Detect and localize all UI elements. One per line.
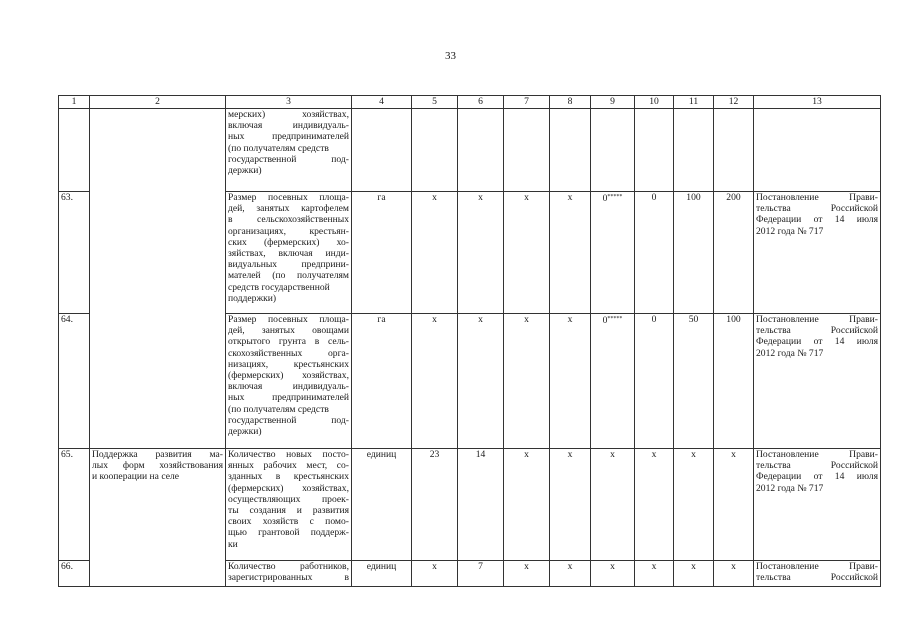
measure-line: средств государственной <box>228 281 330 293</box>
row-number: 63. <box>59 192 90 314</box>
cell-col7: x <box>504 561 550 587</box>
cell-col7: x <box>504 192 550 314</box>
cell-col10: 0 <box>635 192 674 314</box>
row-number: 65. <box>59 449 90 561</box>
cell-empty <box>754 109 881 192</box>
cell-task <box>90 449 226 587</box>
measure-line: ных предпринимателей <box>228 392 349 404</box>
cell-col12: x <box>714 449 754 561</box>
page-number: 33 <box>445 50 456 62</box>
header-col-8: 8 <box>550 96 591 109</box>
cell-col10: 0 <box>635 314 674 449</box>
cell-measure <box>226 192 352 314</box>
measure-line: ных предпринимателей <box>228 131 349 143</box>
measure-line: своих хозяйств с помо- <box>228 516 349 528</box>
cell-col8: x <box>550 561 591 587</box>
measure-line: ты создания и развития <box>228 505 349 517</box>
measure-line: держки) <box>228 426 262 438</box>
header-col-10: 10 <box>635 96 674 109</box>
measure-line: дей, занятых овощами <box>228 325 349 337</box>
measure-line: ских (фермерских) хо- <box>228 236 349 248</box>
measure-line: щью грантовой поддерж- <box>228 527 349 539</box>
measure-line: низациях, крестьянских <box>228 358 349 370</box>
cell-empty <box>714 109 754 192</box>
cell-col6: 14 <box>458 449 504 561</box>
header-col-9: 9 <box>591 96 635 109</box>
cell-col6: 7 <box>458 561 504 587</box>
cell-empty <box>412 109 458 192</box>
basis-line: 2012 года № 717 <box>756 482 824 494</box>
header-col-3: 3 <box>226 96 352 109</box>
cell-col9: x <box>591 449 635 561</box>
cell-col8: x <box>550 449 591 561</box>
cell-col7: x <box>504 314 550 449</box>
header-col-1: 1 <box>59 96 90 109</box>
cell-col11: x <box>674 561 714 587</box>
cell-col5: 23 <box>412 449 458 561</box>
cell-col9 <box>591 314 635 449</box>
measure-line: открытого грунта в сель- <box>228 336 349 348</box>
measure-line: Количество работников, <box>228 561 349 572</box>
measure-line: (по получателям средств <box>228 403 329 415</box>
basis-line: Федерации от 14 июля <box>756 214 878 226</box>
header-col-11: 11 <box>674 96 714 109</box>
table-row <box>59 449 881 561</box>
task-line: и кооперации на селе <box>92 471 180 483</box>
header-col-4: 4 <box>352 96 412 109</box>
cell-empty <box>550 109 591 192</box>
cell-col5: x <box>412 561 458 587</box>
measure-line: (фермерских) хозяйствах, <box>228 482 349 494</box>
measure-line: в сельскохозяйственных <box>228 214 349 226</box>
cell-basis <box>754 314 881 449</box>
indicators-table <box>58 95 881 587</box>
header-col-6: 6 <box>458 96 504 109</box>
footnote-mark: ***** <box>607 194 623 200</box>
cell-col10: x <box>635 561 674 587</box>
measure-line: государственной под- <box>228 414 349 426</box>
cell-col10: x <box>635 449 674 561</box>
measure-line: дей, занятых картофелем <box>228 203 349 215</box>
basis-line: тельства Российской <box>756 460 878 472</box>
cell-basis <box>754 192 881 314</box>
measure-line: зданных в крестьянских <box>228 471 349 483</box>
measure-line: Размер посевных площа- <box>228 192 349 203</box>
cell-col7: x <box>504 449 550 561</box>
cell-col9-value: 0 <box>602 315 608 326</box>
header-col-2: 2 <box>90 96 226 109</box>
measure-line: поддержки) <box>228 292 277 304</box>
basis-line: Федерации от 14 июля <box>756 336 878 348</box>
cell-col12: 200 <box>714 192 754 314</box>
row-number: 66. <box>59 561 90 587</box>
measure-line: ки <box>228 538 238 550</box>
cell-col6: x <box>458 314 504 449</box>
basis-line: 2012 года № 717 <box>756 225 824 237</box>
measure-line: (по получателям средств <box>228 142 329 154</box>
measure-line: осуществляющих проек- <box>228 493 349 505</box>
measure-line: государственной под- <box>228 153 349 165</box>
cell-col12: 100 <box>714 314 754 449</box>
cell-basis <box>754 449 881 561</box>
basis-line: тельства Российской <box>756 325 878 337</box>
cell-task <box>90 109 226 449</box>
header-row <box>59 96 881 109</box>
measure-line: янных рабочих мест, со- <box>228 460 349 472</box>
cell-col11: 50 <box>674 314 714 449</box>
cell-empty <box>674 109 714 192</box>
cell-col5: x <box>412 192 458 314</box>
measure-line: включая индивидуаль- <box>228 120 349 132</box>
measure-line: зарегистрированных в <box>228 572 349 584</box>
basis-line: тельства Российской <box>756 572 878 584</box>
header-col-12: 12 <box>714 96 754 109</box>
measure-line: зяйствах, включая инди- <box>228 248 349 260</box>
cell-col5: x <box>412 314 458 449</box>
measure-line: скохозяйственных орга- <box>228 347 349 359</box>
table-row-continuation <box>59 109 881 192</box>
measure-line: включая индивидуаль- <box>228 381 349 393</box>
cell-unit: единиц <box>352 449 412 561</box>
cell-col11: x <box>674 449 714 561</box>
basis-line: Постановление Прави- <box>756 449 878 460</box>
task-line: Поддержка развития ма- <box>92 449 223 460</box>
cell-col9 <box>591 192 635 314</box>
cell-unit: единиц <box>352 561 412 587</box>
basis-line: Федерации от 14 июля <box>756 471 878 483</box>
measure-line: Размер посевных площа- <box>228 314 349 325</box>
cell-col11: 100 <box>674 192 714 314</box>
basis-line: Постановление Прави- <box>756 314 878 325</box>
header-col-5: 5 <box>412 96 458 109</box>
measure-line: мателей (по получателям <box>228 270 349 282</box>
measure-line: организациях, крестьян- <box>228 225 349 237</box>
cell-col8: x <box>550 192 591 314</box>
cell-empty <box>635 109 674 192</box>
cell-num <box>59 109 90 192</box>
basis-line: тельства Российской <box>756 203 878 215</box>
cell-measure <box>226 314 352 449</box>
header-col-7: 7 <box>504 96 550 109</box>
measure-line: держки) <box>228 165 262 177</box>
measure-line: Количество новых посто- <box>228 449 349 460</box>
cell-col12: x <box>714 561 754 587</box>
cell-measure <box>226 109 352 192</box>
cell-measure <box>226 561 352 587</box>
cell-measure <box>226 449 352 561</box>
row-number: 64. <box>59 314 90 449</box>
cell-unit: га <box>352 192 412 314</box>
cell-unit: га <box>352 314 412 449</box>
task-line: лых форм хозяйствования <box>92 460 223 472</box>
measure-line: видуальных предприни- <box>228 259 349 271</box>
cell-empty <box>458 109 504 192</box>
basis-line: Постановление Прави- <box>756 192 878 203</box>
basis-line: 2012 года № 717 <box>756 347 824 359</box>
header-col-13: 13 <box>754 96 881 109</box>
basis-line: Постановление Прави- <box>756 561 878 572</box>
footnote-mark: ***** <box>607 316 623 322</box>
cell-col6: x <box>458 192 504 314</box>
cell-empty <box>504 109 550 192</box>
cell-col8: x <box>550 314 591 449</box>
cell-basis <box>754 561 881 587</box>
cell-unit <box>352 109 412 192</box>
cell-col9: x <box>591 561 635 587</box>
cell-empty <box>591 109 635 192</box>
measure-line: мерских) хозяйствах, <box>228 109 349 120</box>
cell-col9-value: 0 <box>602 193 608 204</box>
measure-line: (фермерских) хозяйствах, <box>228 370 349 382</box>
